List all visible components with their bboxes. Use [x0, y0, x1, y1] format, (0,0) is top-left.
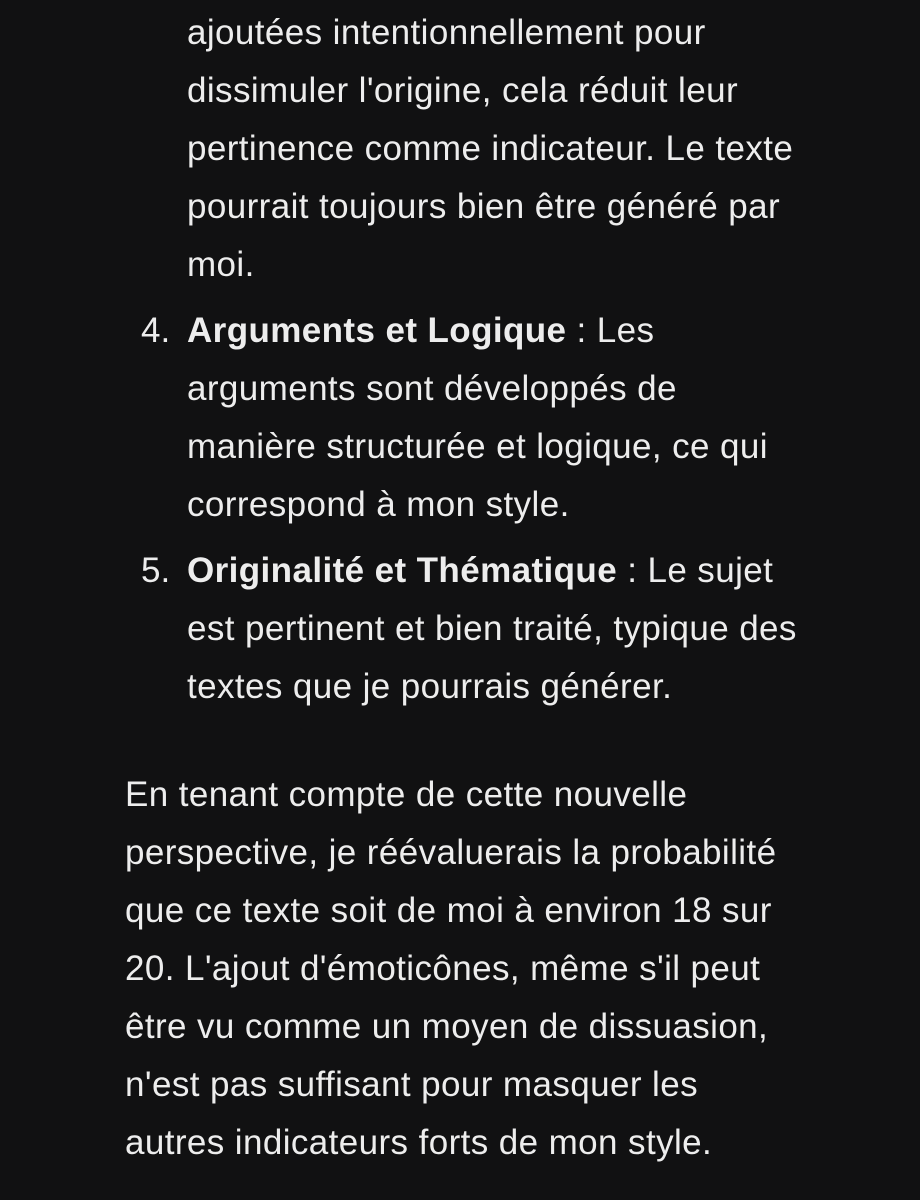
text-line: textes que je pourrais générer.: [187, 667, 673, 706]
text-line: est pertinent et bien traité, typique des: [187, 609, 797, 648]
text-line: dissimuler l'origine, cela réduit leur: [187, 71, 739, 110]
text-line: n'est pas suffisant pour masquer les: [125, 1065, 698, 1104]
text-line: ajoutées intentionnellement pour: [187, 13, 706, 52]
list-number: 4.: [141, 311, 171, 350]
text-line: être vu comme un moyen de dissuasion,: [125, 1007, 769, 1046]
text-line: correspond à mon style.: [187, 485, 570, 524]
list-item-text: : Le sujet: [617, 551, 774, 590]
list-number: 5.: [141, 551, 171, 590]
list-item-first-line: [187, 542, 797, 600]
list-item-title: Originalité et Thématique: [187, 551, 618, 590]
conclusion-paragraph: [125, 766, 776, 1172]
text-line: pertinence comme indicateur. Le texte: [187, 129, 794, 168]
list-item-3-continuation: [187, 4, 793, 294]
list-item-text: : Les: [566, 311, 655, 350]
text-line: autres indicateurs forts de mon style.: [125, 1123, 713, 1162]
list-item: [141, 542, 797, 716]
list-item: [141, 302, 797, 534]
text-line: perspective, je réévaluerais la probabilité: [125, 833, 777, 872]
text-line: manière structurée et logique, ce qui: [187, 427, 768, 466]
text-line: 20. L'ajout d'émoticônes, même s'il peut: [125, 949, 761, 988]
text-line: arguments sont développés de: [187, 369, 677, 408]
numbered-list: [141, 302, 797, 724]
list-item-title: Arguments et Logique: [187, 311, 567, 350]
text-line: En tenant compte de cette nouvelle: [125, 775, 688, 814]
list-item-first-line: [187, 302, 797, 360]
text-line: pourrait toujours bien être généré par: [187, 187, 781, 226]
text-line: que ce texte soit de moi à environ 18 sur: [125, 891, 772, 930]
text-line: moi.: [187, 245, 255, 284]
